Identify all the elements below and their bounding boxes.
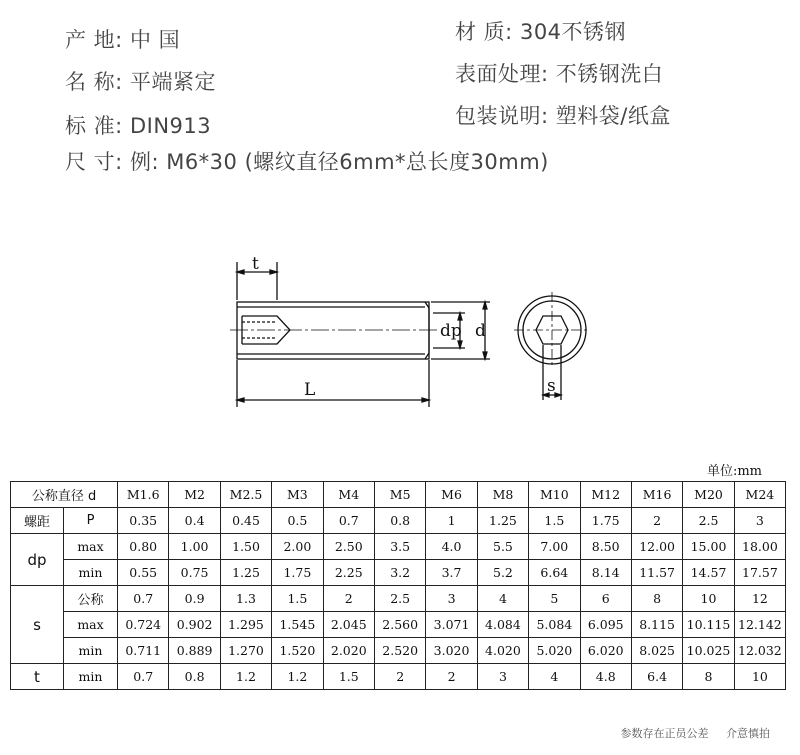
s-min-cell: 2.520 <box>374 638 425 664</box>
dp-min-cell: 14.57 <box>683 560 734 586</box>
header-size-cell: M20 <box>683 482 734 508</box>
dp-min-cell: 2.25 <box>323 560 374 586</box>
t-label: t <box>11 664 64 690</box>
spec-material <box>455 16 626 46</box>
s-max-cell: 6.095 <box>580 612 631 638</box>
s-max-cell: 2.560 <box>374 612 425 638</box>
dp-min-cell: 3.2 <box>374 560 425 586</box>
s-max-cell: 0.902 <box>169 612 220 638</box>
dp-max-cell: 3.5 <box>374 534 425 560</box>
spec-origin-value: 中 国 <box>129 28 181 52</box>
drawing-label-L: L <box>304 380 316 400</box>
drawing-label-t: t <box>252 254 259 274</box>
pitch-cell: 1 <box>426 508 477 534</box>
header-size-cell: M2 <box>169 482 220 508</box>
header-size-cell: M3 <box>272 482 323 508</box>
dp-min-cell: 8.14 <box>580 560 631 586</box>
s-min-cell: 1.270 <box>220 638 271 664</box>
footer-note <box>607 725 771 741</box>
t-min-cell: 0.8 <box>169 664 220 690</box>
s-nominal-cell: 2.5 <box>374 586 425 612</box>
header-size-cell: M4 <box>323 482 374 508</box>
min-label: min <box>64 560 118 586</box>
header-size-cell: M16 <box>631 482 682 508</box>
spec-surface-value: 不锈钢洗白 <box>555 62 664 86</box>
table-row-s-max <box>11 612 786 638</box>
dp-min-cell: 0.55 <box>118 560 169 586</box>
t-min-cell: 1.2 <box>272 664 323 690</box>
s-max-cell: 12.142 <box>734 612 785 638</box>
set-screw-drawing <box>220 252 620 412</box>
s-max-cell: 5.084 <box>529 612 580 638</box>
s-max-cell: 1.295 <box>220 612 271 638</box>
pitch-cell: 1.5 <box>529 508 580 534</box>
spec-packaging-label: 包装说明: <box>455 104 549 128</box>
header-size-cell: M8 <box>477 482 528 508</box>
t-min-cell: 4 <box>529 664 580 690</box>
pitch-cell: 0.8 <box>374 508 425 534</box>
header-size-cell: M10 <box>529 482 580 508</box>
dp-max-cell: 8.50 <box>580 534 631 560</box>
s-max-cell: 4.084 <box>477 612 528 638</box>
dp-max-cell: 2.50 <box>323 534 374 560</box>
spec-standard <box>65 110 211 140</box>
dp-max-cell: 2.00 <box>272 534 323 560</box>
header-size-cell: M5 <box>374 482 425 508</box>
s-min-cell: 2.020 <box>323 638 374 664</box>
spec-size-label: 尺 寸: <box>65 150 123 174</box>
spec-standard-label: 标 准: <box>65 114 123 138</box>
s-min-cell: 8.025 <box>631 638 682 664</box>
s-nominal-cell: 1.5 <box>272 586 323 612</box>
s-min-cell: 10.025 <box>683 638 734 664</box>
spec-packaging <box>455 100 671 130</box>
dp-label: dp <box>11 534 64 586</box>
s-min-cell: 0.889 <box>169 638 220 664</box>
dp-max-cell: 18.00 <box>734 534 785 560</box>
s-nominal-cell: 0.7 <box>118 586 169 612</box>
s-nominal-cell: 3 <box>426 586 477 612</box>
t-min-cell: 8 <box>683 664 734 690</box>
t-min-cell: 6.4 <box>631 664 682 690</box>
pitch-cell: 3 <box>734 508 785 534</box>
spec-size <box>65 146 549 176</box>
t-min-cell: 10 <box>734 664 785 690</box>
spec-name <box>65 66 216 96</box>
dp-max-cell: 7.00 <box>529 534 580 560</box>
dp-max-cell: 4.0 <box>426 534 477 560</box>
header-size-cell: M1.6 <box>118 482 169 508</box>
header-size-cell: M24 <box>734 482 785 508</box>
header-size-cell: M2.5 <box>220 482 271 508</box>
s-max-cell: 2.045 <box>323 612 374 638</box>
min-label: min <box>64 638 118 664</box>
s-max-cell: 0.724 <box>118 612 169 638</box>
spec-name-value: 平端紧定 <box>129 70 216 94</box>
s-min-cell: 5.020 <box>529 638 580 664</box>
dp-max-cell: 12.00 <box>631 534 682 560</box>
pitch-symbol: P <box>64 508 118 534</box>
s-nominal-cell: 1.3 <box>220 586 271 612</box>
s-min-cell: 0.711 <box>118 638 169 664</box>
pitch-label: 螺距 <box>11 508 64 534</box>
header-size-cell: M6 <box>426 482 477 508</box>
t-min-cell: 2 <box>426 664 477 690</box>
dp-max-cell: 15.00 <box>683 534 734 560</box>
s-min-cell: 3.020 <box>426 638 477 664</box>
s-min-cell: 1.520 <box>272 638 323 664</box>
drawing-label-dp: dp <box>440 321 462 341</box>
pitch-cell: 0.5 <box>272 508 323 534</box>
footer-tolerance: 参数存在正员公差 <box>620 727 709 740</box>
footer-caution: 介意慎拍 <box>726 727 770 740</box>
pitch-cell: 2.5 <box>683 508 734 534</box>
dp-max-cell: 1.50 <box>220 534 271 560</box>
pitch-cell: 0.7 <box>323 508 374 534</box>
pitch-cell: 2 <box>631 508 682 534</box>
dp-max-cell: 1.00 <box>169 534 220 560</box>
s-max-cell: 10.115 <box>683 612 734 638</box>
dp-min-cell: 1.25 <box>220 560 271 586</box>
s-max-cell: 8.115 <box>631 612 682 638</box>
s-nominal-cell: 2 <box>323 586 374 612</box>
table-row-diameter <box>11 482 786 508</box>
s-min-cell: 12.032 <box>734 638 785 664</box>
table-row-s-min <box>11 638 786 664</box>
drawing-label-s: s <box>547 376 556 396</box>
pitch-cell: 1.75 <box>580 508 631 534</box>
dp-min-cell: 1.75 <box>272 560 323 586</box>
spec-standard-value: DIN913 <box>129 114 212 138</box>
t-min-cell: 1.2 <box>220 664 271 690</box>
max-label: max <box>64 612 118 638</box>
t-min-cell: 3 <box>477 664 528 690</box>
unit-label: 单位:mm <box>706 464 762 479</box>
s-nominal-cell: 6 <box>580 586 631 612</box>
spec-material-label: 材 质: <box>455 20 513 44</box>
spec-packaging-value: 塑料袋/纸盒 <box>555 104 671 128</box>
t-min-cell: 2 <box>374 664 425 690</box>
dp-max-cell: 0.80 <box>118 534 169 560</box>
spec-origin <box>65 24 180 54</box>
table-row-dp-max <box>11 534 786 560</box>
dp-min-cell: 6.64 <box>529 560 580 586</box>
s-nominal-cell: 10 <box>683 586 734 612</box>
s-nominal-cell: 5 <box>529 586 580 612</box>
pitch-cell: 0.35 <box>118 508 169 534</box>
s-min-cell: 4.020 <box>477 638 528 664</box>
header-diameter-label: 公称直径 d <box>11 482 118 508</box>
s-label: s <box>11 586 64 664</box>
s-max-cell: 3.071 <box>426 612 477 638</box>
t-min-cell: 4.8 <box>580 664 631 690</box>
drawing-label-d: d <box>475 321 486 341</box>
table-row-dp-min <box>11 560 786 586</box>
dp-min-cell: 5.2 <box>477 560 528 586</box>
dimension-table <box>10 481 786 690</box>
min-label: min <box>64 664 118 690</box>
dp-min-cell: 17.57 <box>734 560 785 586</box>
pitch-cell: 1.25 <box>477 508 528 534</box>
max-label: max <box>64 534 118 560</box>
table-row-pitch <box>11 508 786 534</box>
spec-origin-label: 产 地: <box>65 28 123 52</box>
header-size-cell: M12 <box>580 482 631 508</box>
dp-min-cell: 11.57 <box>631 560 682 586</box>
s-min-cell: 6.020 <box>580 638 631 664</box>
s-nominal-cell: 12 <box>734 586 785 612</box>
s-nominal-cell: 4 <box>477 586 528 612</box>
pitch-cell: 0.4 <box>169 508 220 534</box>
spec-material-value: 304不锈钢 <box>519 20 627 44</box>
s-nominal-cell: 0.9 <box>169 586 220 612</box>
nominal-label: 公称 <box>64 586 118 612</box>
table-row-t-min <box>11 664 786 690</box>
pitch-cell: 0.45 <box>220 508 271 534</box>
spec-size-value: 例: M6*30 (螺纹直径6mm*总长度30mm) <box>129 150 549 174</box>
s-max-cell: 1.545 <box>272 612 323 638</box>
t-min-cell: 0.7 <box>118 664 169 690</box>
t-min-cell: 1.5 <box>323 664 374 690</box>
spec-name-label: 名 称: <box>65 70 123 94</box>
spec-surface <box>455 58 663 88</box>
dp-min-cell: 0.75 <box>169 560 220 586</box>
dp-min-cell: 3.7 <box>426 560 477 586</box>
spec-surface-label: 表面处理: <box>455 62 549 86</box>
dp-max-cell: 5.5 <box>477 534 528 560</box>
s-nominal-cell: 8 <box>631 586 682 612</box>
table-row-s-nominal <box>11 586 786 612</box>
